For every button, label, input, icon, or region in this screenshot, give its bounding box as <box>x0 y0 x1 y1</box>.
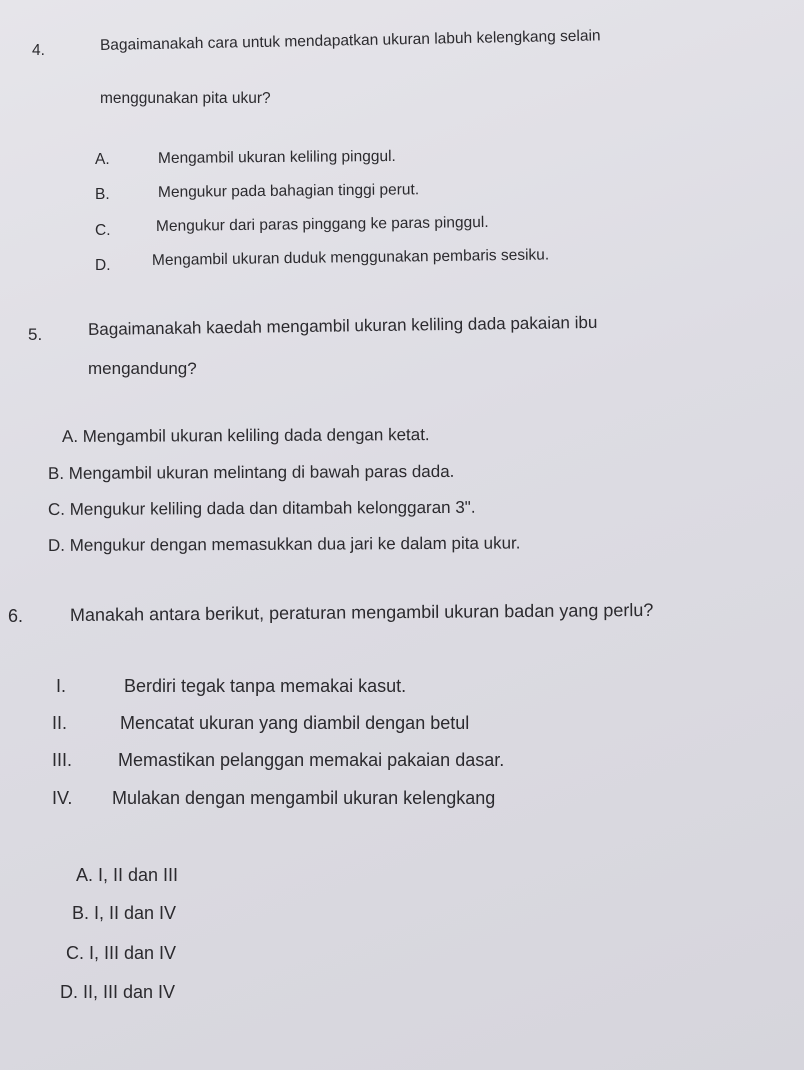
option: D. II, III dan IV <box>60 982 176 1002</box>
question-number: 5. <box>28 325 43 344</box>
statement-text: Berdiri tegak tanpa memakai kasut. <box>124 676 407 696</box>
option-text: Mengambil ukuran duduk menggunakan pembaris sesiku. <box>151 246 550 269</box>
option: A. I, II dan III <box>76 865 179 885</box>
question-number: 6. <box>8 606 24 626</box>
option-text: Mengambil ukuran keliling pinggul. <box>157 147 396 167</box>
option-text: Mengukur pada bahagian tinggi perut. <box>157 181 420 201</box>
option-letter: A. <box>95 151 110 168</box>
option-letter: C. <box>95 222 111 239</box>
question-stem: Manakah antara berikut, peraturan mengambil ukuran badan yang perlu? <box>69 599 654 625</box>
option: B. I, II dan IV <box>72 903 177 923</box>
option-letter: D. <box>95 257 111 274</box>
statement-numeral: I. <box>56 676 67 696</box>
statement-text: Mencatat ukuran yang diambil dengan betul <box>120 713 470 733</box>
option: C. Mengukur keliling dada dan ditambah kelonggaran 3". <box>47 497 476 519</box>
statement-numeral: III. <box>52 750 73 770</box>
option-letter: B. <box>95 186 110 203</box>
statement-text: Memastikan pelanggan memakai pakaian dasar. <box>118 750 505 770</box>
statement-text: Mulakan dengan mengambil ukuran kelengkang <box>112 788 496 808</box>
question-stem-line-2: mengandung? <box>88 359 197 378</box>
statement-numeral: II. <box>52 713 68 733</box>
question-stem-line-1: Bagaimanakah cara untuk mendapatkan ukuran labuh kelengkang selain <box>99 27 601 54</box>
option: D. Mengukur dengan memasukkan dua jari ke dalam pita ukur. <box>47 533 521 555</box>
option-text: Mengukur dari paras pinggang ke paras pinggul. <box>155 213 489 235</box>
question-number: 4. <box>32 42 45 59</box>
option: C. I, III dan IV <box>66 943 177 963</box>
statement-numeral: IV. <box>52 788 73 808</box>
question-stem-line-2: menggunakan pita ukur? <box>100 90 271 107</box>
question-stem-line-1: Bagaimanakah kaedah mengambil ukuran keliling dada pakaian ibu <box>87 312 598 339</box>
option: B. Mengambil ukuran melintang di bawah paras dada. <box>47 461 455 483</box>
option: A. Mengambil ukuran keliling dada dengan ketat. <box>61 425 430 446</box>
